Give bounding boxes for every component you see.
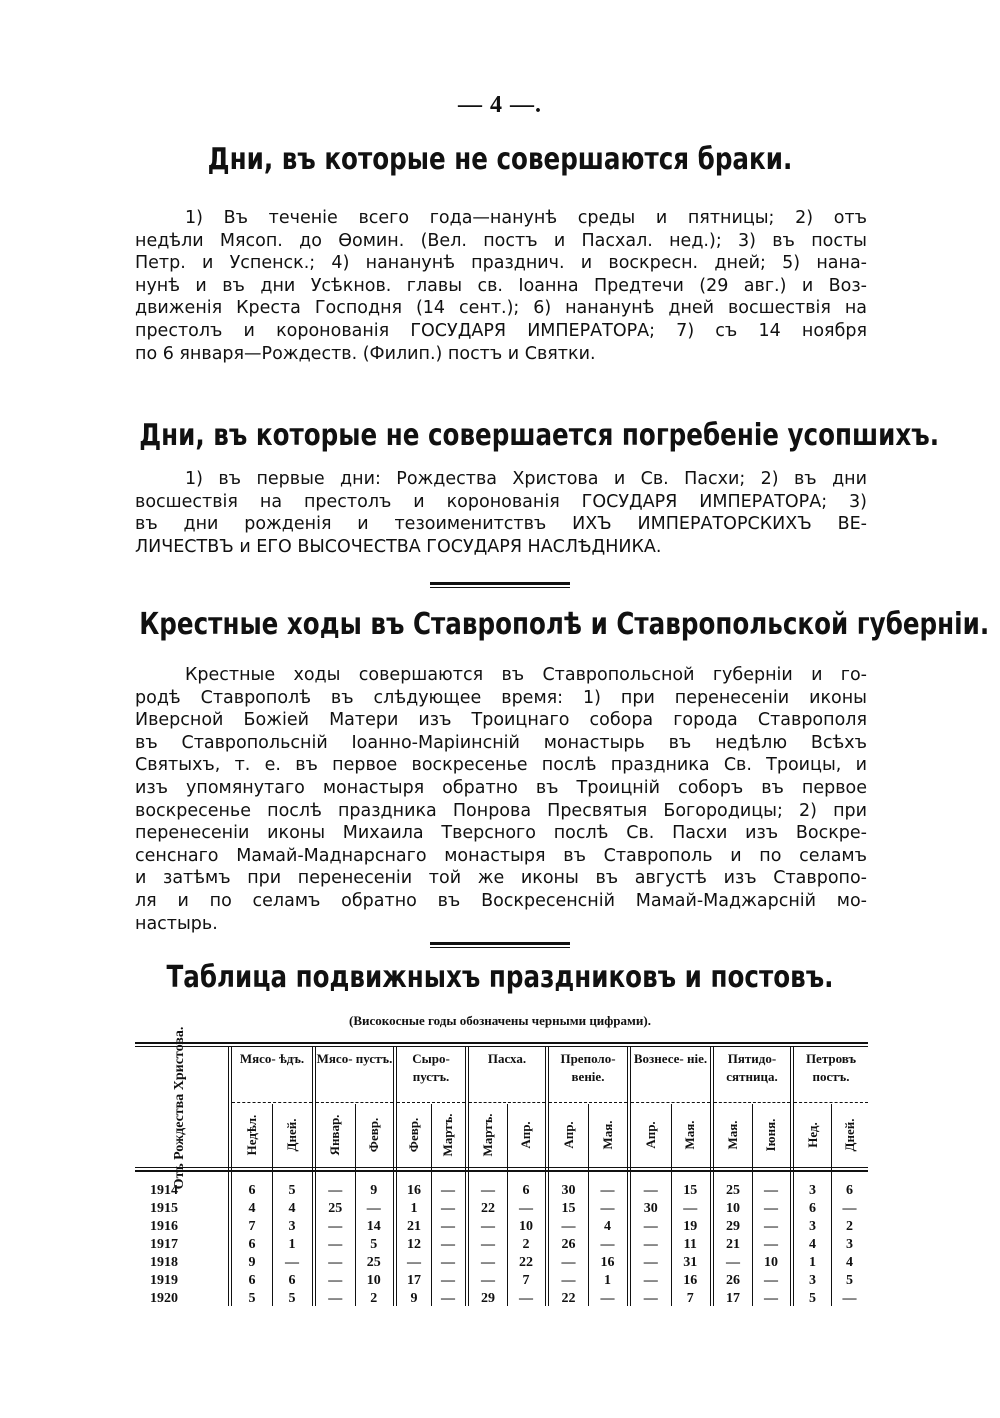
table-cell: 1 [288, 1237, 296, 1252]
text-line: изъ упомянутаго монастыря обратно въ Троицній соборъ въ первое [135, 777, 867, 798]
table-rule [135, 1167, 868, 1168]
table-cell: 7 [248, 1219, 256, 1234]
table-cell: 16 [407, 1183, 421, 1198]
group-header: Мясо- ѣдъ. [239, 1051, 305, 1066]
section-heading-processions: Крестные ходы въ Ставрополѣ и Ставропольской губерніи. [139, 607, 990, 642]
sub-header-text: Мартъ. [480, 1113, 495, 1157]
table-cell: 22 [519, 1255, 533, 1270]
table-cell: 2 [846, 1219, 853, 1234]
table-cell: — [366, 1201, 381, 1216]
text-line: въ дни рожденія и тезоименитствъ ИХЪ ИМПЕРАТОРСКИХЪ ВЕ- [135, 514, 867, 535]
table-cell: — [441, 1291, 455, 1306]
table-cell: — [441, 1201, 455, 1216]
sub-header [831, 1104, 868, 1166]
table-cell: 1 [410, 1201, 418, 1216]
table-cell: — [328, 1255, 343, 1270]
section-text-burials [135, 468, 867, 558]
table-cell: 29 [726, 1219, 740, 1234]
table-cell: 5 [809, 1291, 816, 1306]
group-underline [714, 1102, 790, 1103]
table-cell: 31 [683, 1255, 698, 1270]
group-underline [631, 1102, 710, 1103]
sub-header [752, 1104, 790, 1166]
row-year: 1915 [150, 1201, 178, 1216]
table-cell: 6 [288, 1273, 296, 1288]
table-cell: 2 [522, 1237, 530, 1252]
table-cell: 6 [248, 1183, 256, 1198]
table-cell: 4 [248, 1201, 256, 1216]
table-cell: — [726, 1255, 740, 1270]
table-cell: — [764, 1183, 778, 1198]
table-cell: — [643, 1255, 658, 1270]
table-cell: 3 [809, 1273, 816, 1288]
table-cell: — [842, 1201, 857, 1216]
table-cell: — [561, 1255, 576, 1270]
text-line: восшествія на престолъ и коронованія ГОСУДАРЯ ИМПЕРАТОРА; 3) [135, 491, 867, 512]
sub-header-text: Февр. [365, 1117, 381, 1153]
group-header: Мясо- пустъ. [316, 1051, 393, 1066]
table-cell: — [481, 1255, 495, 1270]
table-cell: 26 [726, 1273, 740, 1288]
table-cell: — [643, 1237, 658, 1252]
table-cell: 19 [683, 1219, 698, 1234]
table-cell: — [481, 1237, 495, 1252]
sub-header-text: Нед. [804, 1122, 820, 1148]
table-cell: 1 [809, 1255, 816, 1270]
text-line: престолъ и коронованія ГОСУДАРЯ ИМПЕРАТОРА; 7) съ 14 ноября [135, 320, 867, 341]
table-cell: — [764, 1273, 778, 1288]
sub-header [232, 1104, 272, 1166]
table-cell: 7 [522, 1273, 530, 1288]
group-header: Пасха. [487, 1051, 527, 1066]
table-cell: — [600, 1237, 615, 1252]
table-cell: — [764, 1291, 778, 1306]
table-cell: 25 [328, 1201, 343, 1216]
table-cell: 21 [407, 1219, 421, 1234]
section-text-processions [135, 664, 867, 935]
table-cell: — [328, 1273, 343, 1288]
table-cell: 12 [407, 1237, 421, 1252]
group-underline [232, 1102, 312, 1103]
table-cell: — [561, 1273, 576, 1288]
group-underline [316, 1102, 393, 1103]
table-cell: — [328, 1219, 343, 1234]
table-cell: 3 [846, 1237, 853, 1252]
table-cell: 5 [248, 1291, 256, 1306]
sub-header [397, 1104, 431, 1166]
section-heading-burials: Дни, въ которые не совершается погребеніе усопшихъ. [139, 418, 940, 453]
table-cell: 10 [519, 1219, 533, 1234]
sub-header-text: Апр. [560, 1121, 576, 1149]
table-cell: 14 [366, 1219, 381, 1234]
text-line: и затѣмъ при перенесеніи той же иконы въ августѣ изъ Ставропо- [135, 868, 867, 889]
table-cell: — [441, 1237, 455, 1252]
table-cell: 30 [561, 1183, 576, 1198]
table-cell: 1 [604, 1273, 611, 1288]
page-number: — 4 —. [458, 92, 542, 118]
text-line: Святыхъ, т. е. въ первое воскресенье послѣ праздника Св. Троицы, и [135, 755, 867, 776]
table-cell: — [643, 1273, 658, 1288]
group-underline [794, 1102, 868, 1103]
table-rule [135, 1170, 868, 1172]
group-underline [397, 1102, 465, 1103]
table-cell: — [441, 1273, 455, 1288]
table-cell: — [764, 1219, 778, 1234]
table-cell: — [481, 1183, 495, 1198]
table-stub-header [140, 1026, 220, 1190]
table-cell: — [600, 1183, 615, 1198]
table-cell: 5 [846, 1273, 853, 1288]
section-heading-marriages: Дни, въ которые не совершаются браки. [207, 142, 793, 177]
section-text-marriages [135, 207, 867, 365]
table-cell: 25 [726, 1183, 740, 1198]
table-cell: — [643, 1291, 658, 1306]
table-cell: 15 [561, 1201, 576, 1216]
table-cell: — [441, 1183, 455, 1198]
divider-rule [430, 942, 570, 948]
table-cell: — [519, 1201, 533, 1216]
table-cell: 15 [683, 1183, 698, 1198]
table-cell: 6 [248, 1237, 256, 1252]
table-cell: 5 [288, 1291, 296, 1306]
text-line: воскресенье послѣ праздника Понрова Пресвятыя Богородицы; 2) при [135, 800, 867, 821]
table-cell: 5 [288, 1183, 296, 1198]
table-cell: 6 [809, 1201, 816, 1216]
sub-header-text: Мая. [682, 1120, 698, 1150]
text-line: нунѣ и въ дни Усѣкнов. главы св. Іоанна Предтечи (29 авг.) и Воз- [135, 275, 867, 296]
table-cell: 26 [561, 1237, 576, 1252]
sub-header [431, 1104, 465, 1166]
table-cell: 16 [683, 1273, 698, 1288]
row-year: 1919 [150, 1273, 178, 1288]
sub-header-text: Дней. [841, 1118, 857, 1152]
sub-header-text: Февр. [406, 1117, 421, 1153]
table-cell: — [328, 1237, 343, 1252]
table-cell: 3 [809, 1183, 816, 1198]
text-line: настырь. [135, 913, 218, 934]
sub-header [469, 1104, 507, 1166]
group-header: Сыро- пустъ. [412, 1051, 450, 1084]
table-cell: 6 [846, 1183, 853, 1198]
table-cell: 10 [726, 1201, 740, 1216]
group-underline [469, 1102, 545, 1103]
table-cell: 22 [561, 1291, 576, 1306]
sub-header [355, 1104, 394, 1166]
table-cell: 30 [643, 1201, 658, 1216]
table-cell: — [683, 1201, 698, 1216]
group-header: Петровъ постъ. [805, 1051, 857, 1084]
table-cell: — [441, 1219, 455, 1234]
sub-header-text: Мая. [599, 1120, 615, 1150]
table-note: (Високосные годы обозначены черными цифрами). [349, 1013, 651, 1028]
sub-header [272, 1104, 312, 1166]
table-cell: 10 [764, 1255, 778, 1270]
table-cell: — [328, 1291, 343, 1306]
table-cell: 5 [370, 1237, 378, 1252]
sub-header-text: Апр. [518, 1121, 533, 1149]
table-cell: — [600, 1201, 615, 1216]
stub-header-text: Отъ Рождества Христова. [172, 1026, 187, 1190]
row-year: 1918 [150, 1255, 178, 1270]
text-line: Крестные ходы совершаются въ Ставропольсной губерніи и го- [185, 665, 867, 685]
text-line: 1) въ первые дни: Рождества Христова и Св. Пасхи; 2) въ дни [185, 469, 867, 489]
text-line: въ Ставропольсній Іоанно-Маріинсній монастырь въ недѣлю Всѣхъ [135, 732, 867, 753]
text-line: по 6 января—Рождеств. (Филип.) постъ и Святки. [135, 343, 596, 364]
sub-header [714, 1104, 752, 1166]
divider-rule [430, 582, 570, 588]
table-cell: 17 [407, 1273, 421, 1288]
sub-header-text: Недѣл. [244, 1114, 259, 1156]
table-cell: 9 [410, 1291, 418, 1306]
text-line: движенія Креста Господня (14 сент.); 6) нананунѣ дней восшествія на [135, 298, 867, 319]
text-line: родѣ Ставрополѣ въ слѣдующее время: 1) при перенесеніи иконы [135, 687, 867, 708]
sub-header [671, 1104, 711, 1166]
table-cell: 9 [370, 1183, 378, 1198]
table-cell: 2 [370, 1291, 378, 1306]
text-line: ЛИЧЕСТВЪ и ЕГО ВЫСОЧЕСТВА ГОСУДАРЯ НАСЛѢДНИКА. [135, 536, 662, 557]
table-cell: — [285, 1255, 299, 1270]
table-cell: — [481, 1273, 495, 1288]
text-line: Иверсной Божіей Матери изъ Троицнаго собора города Ставрополя [135, 710, 867, 731]
text-line: 1) Въ теченіе всего года—нанунѣ среды и пятницы; 2) отъ [185, 208, 867, 228]
row-year: 1920 [150, 1291, 178, 1306]
group-header: Пятидо- сятница. [726, 1051, 778, 1084]
section-heading-table: Таблица подвижныхъ праздниковъ и постовъ. [166, 960, 834, 995]
table-cell: 4 [604, 1219, 611, 1234]
table-cell: 9 [248, 1255, 256, 1270]
table-cell: 6 [522, 1183, 530, 1198]
text-line: сенснаго Мамай-Маднарснаго монастыря въ Ставрополь и по селамъ [135, 845, 867, 866]
table-rule [135, 1046, 868, 1047]
table-cell: 11 [683, 1237, 697, 1252]
sub-header-text: Апр. [642, 1121, 658, 1149]
table-cell: 3 [288, 1219, 296, 1234]
group-header: Преполо- веніе. [560, 1051, 616, 1084]
table-cell: — [764, 1201, 778, 1216]
sub-header-text: Іюня. [763, 1118, 778, 1152]
table-cell: 6 [248, 1273, 256, 1288]
table-cell: — [764, 1237, 778, 1252]
table-cell: — [441, 1255, 455, 1270]
table-rule [135, 1042, 868, 1044]
text-line: ля и по селамъ обратно въ Воскресенсній Мамай-Маджарсній мо- [135, 890, 867, 911]
table-cell: — [481, 1219, 495, 1234]
sub-header [631, 1104, 671, 1166]
sub-header [549, 1104, 588, 1166]
row-year: 1917 [150, 1237, 178, 1252]
group-header: Вознесе- ніе. [633, 1051, 708, 1066]
table-cell: 7 [686, 1291, 694, 1306]
row-year: 1914 [150, 1183, 178, 1198]
sub-header-text: Мая. [725, 1120, 740, 1150]
table-cell: — [600, 1291, 615, 1306]
sub-header-text: Январ. [327, 1114, 343, 1156]
text-line: недѣли Мясоп. до Ѳомин. (Вел. постъ и Пасхал. нед.); 3) въ посты [135, 230, 867, 251]
table-cell: 10 [366, 1273, 381, 1288]
sub-header-text: Мартъ. [440, 1113, 455, 1157]
sub-header-text: Дней. [284, 1118, 299, 1152]
sub-header [588, 1104, 627, 1166]
sub-header [794, 1104, 831, 1166]
table-cell: 21 [726, 1237, 740, 1252]
table-cell: 4 [809, 1237, 816, 1252]
table-cell: — [643, 1219, 658, 1234]
table-cell: 3 [809, 1219, 816, 1234]
table-cell: — [328, 1183, 343, 1198]
table-cell: — [407, 1255, 421, 1270]
table-cell: — [643, 1183, 658, 1198]
text-line: Петр. и Успенск.; 4) нананунѣ празднич. и воскресн. дней; 5) нана- [135, 253, 867, 274]
group-underline [549, 1102, 627, 1103]
row-year: 1916 [150, 1219, 178, 1234]
table-cell: 4 [846, 1255, 853, 1270]
table-cell: 17 [726, 1291, 740, 1306]
table-cell: 25 [366, 1255, 381, 1270]
table-cell: 22 [481, 1201, 495, 1216]
table-cell: 4 [288, 1201, 296, 1216]
text-line: перенесеніи иконы Михаила Тверсного послѣ Св. Пасхи изъ Воскре- [135, 823, 867, 844]
table-cell: 16 [600, 1255, 615, 1270]
table-cell: — [561, 1219, 576, 1234]
table-cell: 29 [481, 1291, 495, 1306]
sub-header [507, 1104, 545, 1166]
table-cell: — [842, 1291, 857, 1306]
table-cell: — [519, 1291, 533, 1306]
sub-header [316, 1104, 355, 1166]
